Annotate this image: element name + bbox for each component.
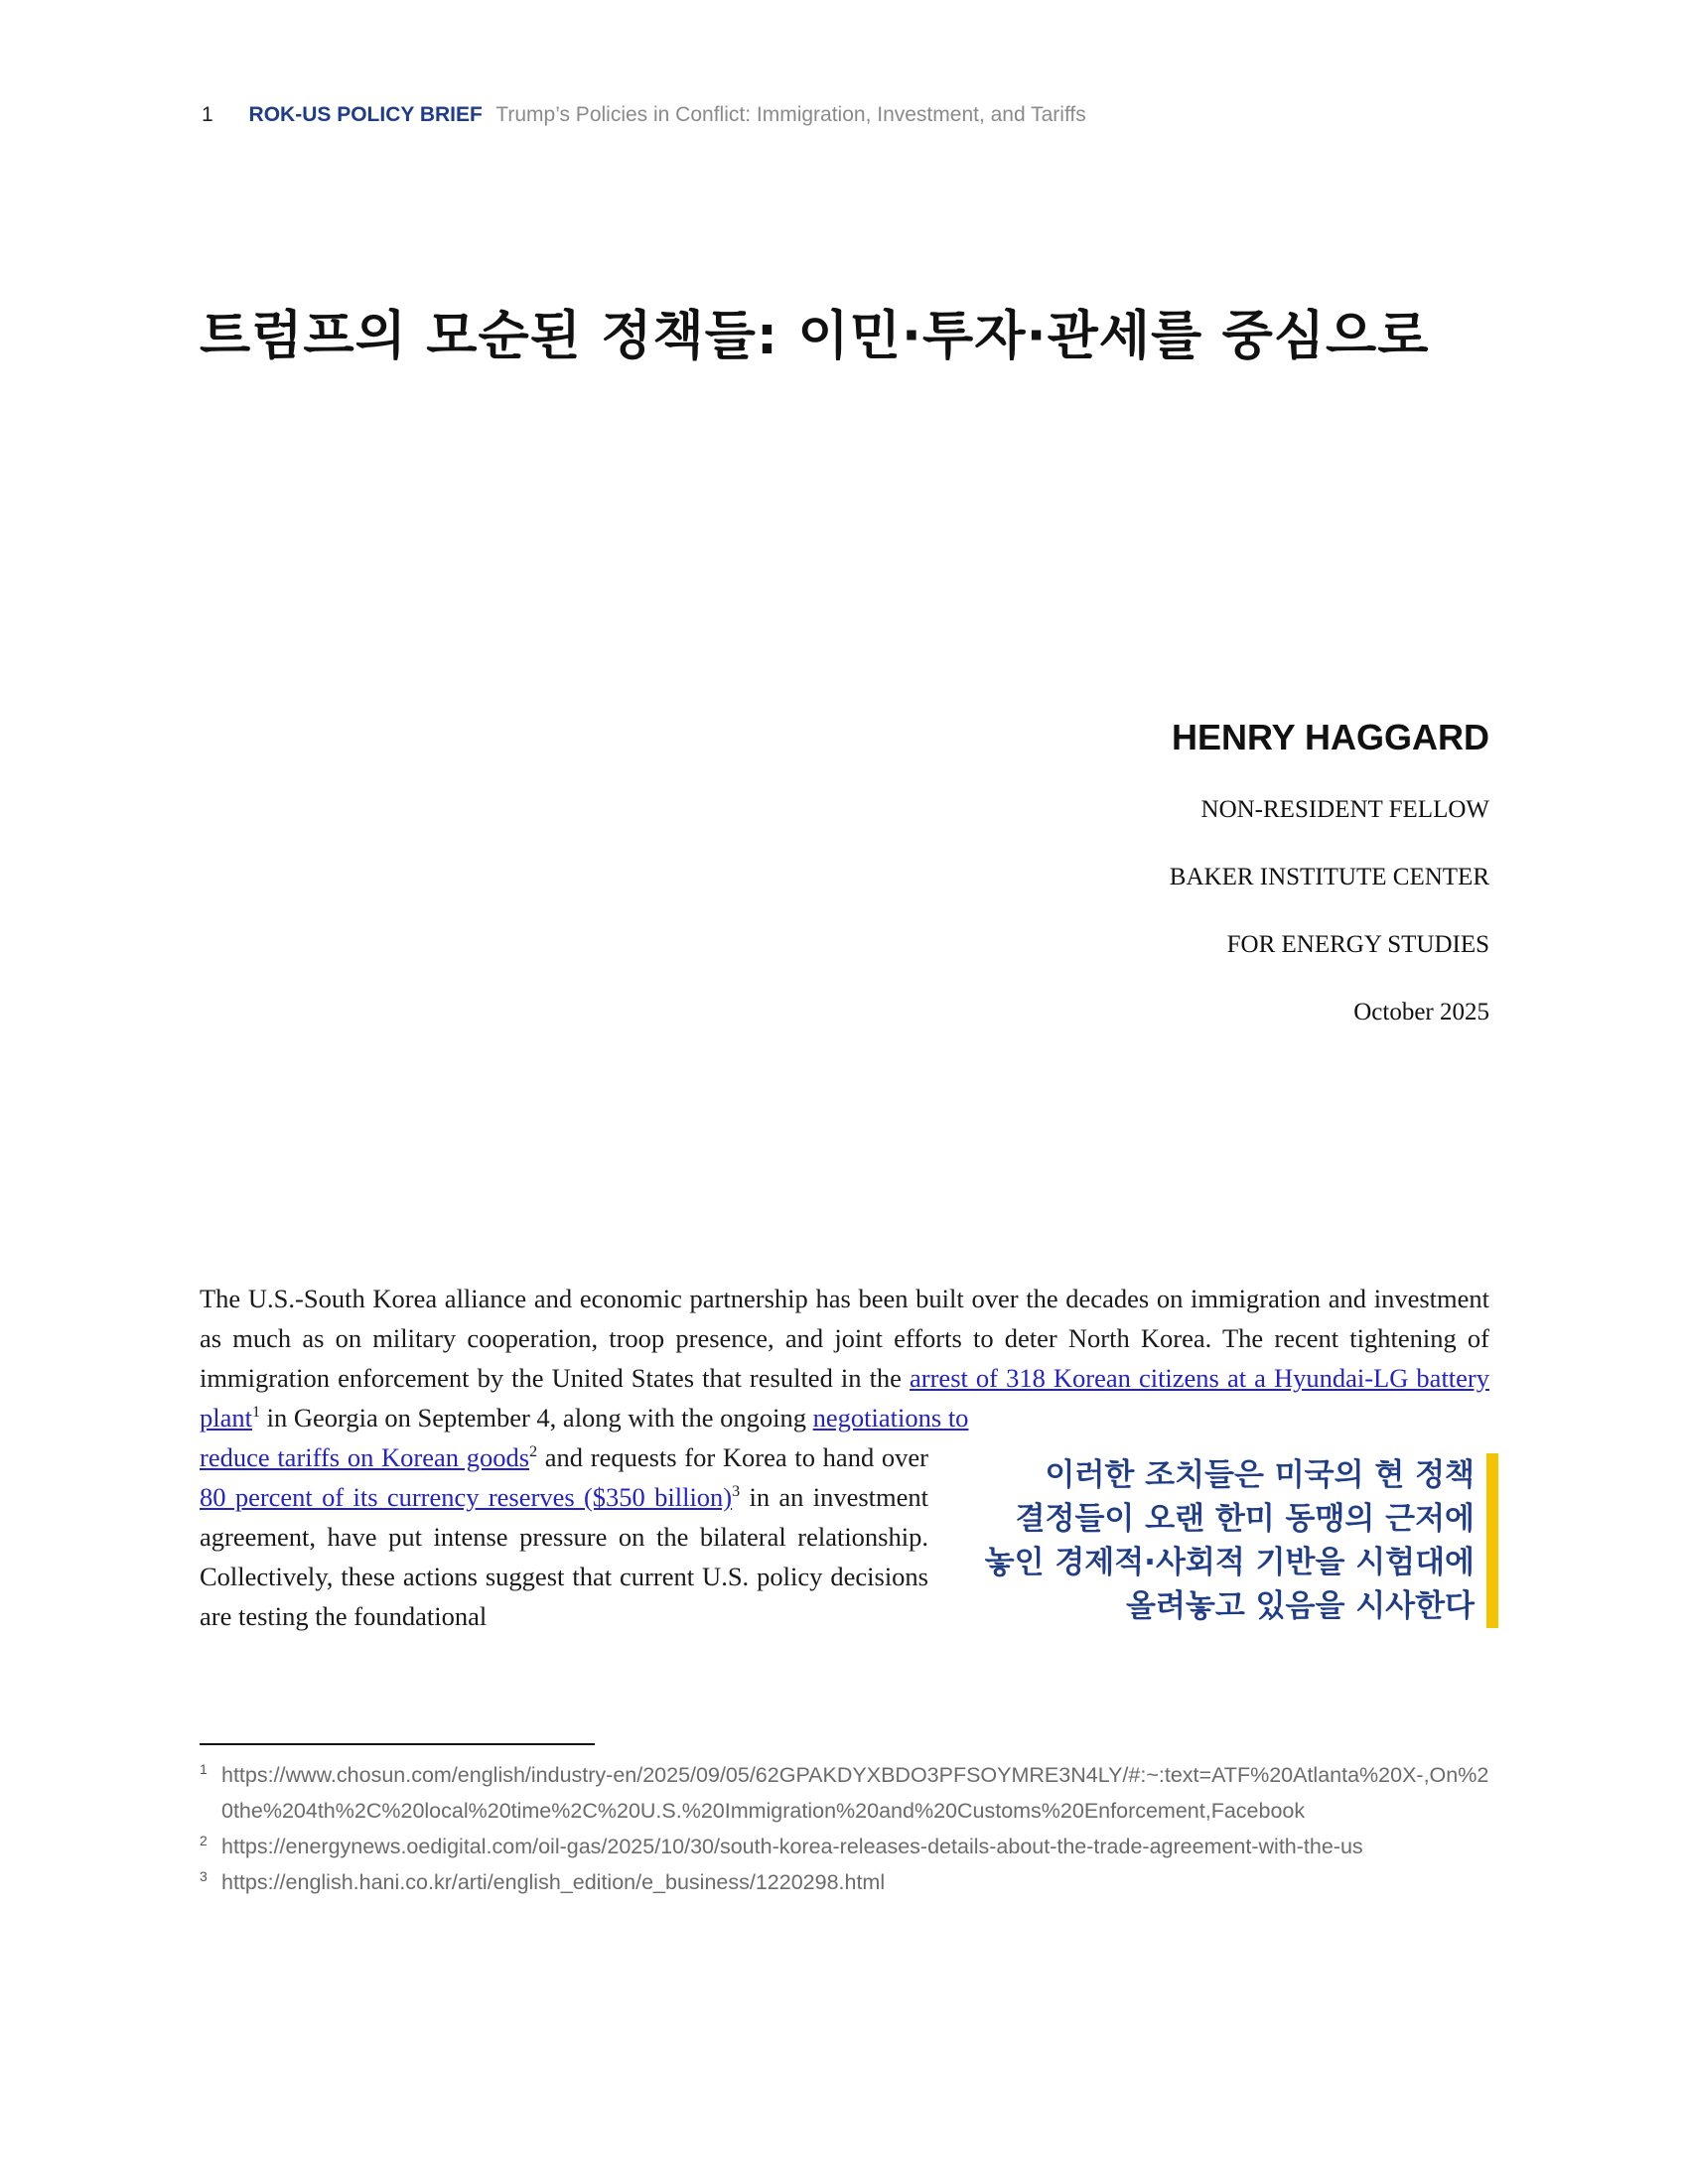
body-text: The U.S.-South Korea alliance and economic partnership has been built over the decades on immigration and investment as much as on military cooperation, troop presence, and joint efforts to deter North Korea. The recent tightening of immigration enforcement by the United States that resulted in the	[200, 1284, 1489, 1393]
footnote-url[interactable]: https://www.chosun.com/english/industry-en/2025/09/05/62GPAKDYXBDO3PFSOYMRE3N4LY/#:~:text=ATF%20Atlanta%20X-,On%20the%204th%2C%20local%20time%2C%20U.S.%20Immigration%20and%20Customs%20Enforcement,Facebook	[221, 1763, 1489, 1823]
author-block	[794, 717, 1489, 1046]
footnote-divider	[200, 1743, 595, 1745]
link-currency-reserves[interactable]: 80 percent of its currency reserves ($350 billion)	[200, 1482, 733, 1512]
footnotes	[200, 1757, 1500, 1900]
footnote-2	[200, 1829, 1500, 1864]
link-tariff-negotiations[interactable]: negotiations to	[812, 1403, 969, 1433]
pull-quote-line: 올려놓고 있음을 시사한다	[1126, 1588, 1475, 1624]
author-affiliation-line1: BAKER INSTITUTE CENTER	[1169, 864, 1489, 890]
footnote-url[interactable]: https://energynews.oedigital.com/oil-gas/2025/10/30/south-korea-releases-details-about-the-trade-agreement-with-the-us	[221, 1835, 1363, 1858]
footnote-mark: 2	[200, 1833, 208, 1848]
footnote-mark: 1	[200, 1761, 208, 1777]
pull-quote-line: 이러한 조치들은 미국의 현 정책	[1045, 1457, 1475, 1493]
pull-quote-line: 결정들이 오랜 한미 동맹의 근저에	[1015, 1501, 1475, 1537]
author-name: HENRY HAGGARD	[1171, 717, 1489, 757]
footnote-ref-1[interactable]: 1	[252, 1404, 260, 1422]
body-text: in Georgia on September 4, along with the ongoing	[260, 1403, 813, 1433]
footnote-ref-2[interactable]: 2	[529, 1443, 538, 1461]
body-text: and requests for Korea to hand over	[537, 1442, 928, 1472]
footnote-1	[200, 1757, 1500, 1829]
page-number: 1	[202, 103, 213, 126]
header-subtitle: Trump’s Policies in Conflict: Immigration, Investment, and Tariffs	[495, 103, 1086, 126]
running-header	[202, 103, 1086, 127]
footnote-mark: 3	[200, 1868, 208, 1884]
author-role: NON-RESIDENT FELLOW	[1200, 796, 1489, 823]
footnote-ref-3[interactable]: 3	[732, 1483, 741, 1501]
link-tariff-negotiations-cont[interactable]: reduce tariffs on Korean goods	[200, 1442, 530, 1472]
brand-label: ROK-US POLICY BRIEF	[248, 103, 483, 126]
pull-quote-line: 놓인 경제적·사회적 기반을 시험대에	[984, 1545, 1475, 1580]
author-affiliation-line2: FOR ENERGY STUDIES	[1226, 931, 1489, 958]
body-paragraph-top	[200, 1279, 1489, 1437]
link-arrest-318-koreans[interactable]: arrest of 318 Korean citizens at a Hyundai-LG battery plant	[200, 1363, 1490, 1433]
document-title: 트럼프의 모순된 정책들: 이민·투자·관세를 중심으로	[200, 306, 1430, 366]
footnote-3	[200, 1864, 1500, 1900]
body-text: in an investment agreement, have put intense pressure on the bilateral relationship. Collectively, these actions suggest that current U.S. policy decisions are testing the foundational	[200, 1482, 928, 1631]
publication-date: October 2025	[1353, 999, 1489, 1025]
body-paragraph-column	[200, 1437, 928, 1636]
footnote-url[interactable]: https://english.hani.co.kr/arti/english_edition/e_business/1220298.html	[221, 1870, 886, 1894]
pull-quote	[983, 1453, 1498, 1628]
